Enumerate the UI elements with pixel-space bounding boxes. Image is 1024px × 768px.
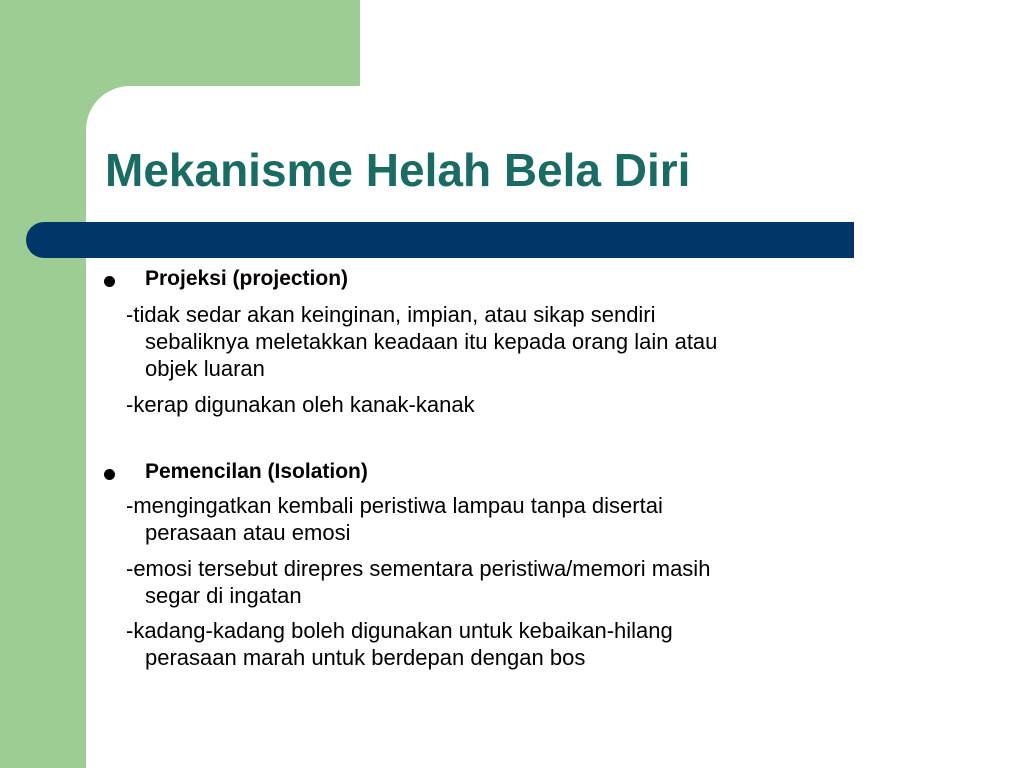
projection-line-2: sebaliknya meletakkan keadaan itu kepada orang lain atau xyxy=(145,329,718,354)
projection-line-1: -tidak sedar akan keinginan, impian, atau sikap sendiri xyxy=(126,302,656,327)
projection-line-3: objek luaran xyxy=(145,356,265,381)
bullet-isolation xyxy=(0,455,1024,489)
bullet-heading-isolation: Pemencilan (Isolation) xyxy=(145,460,368,483)
title-underline-bar xyxy=(26,222,854,258)
bullet-dot-icon xyxy=(104,276,115,287)
isolation-line-5: -kadang-kadang boleh digunakan untuk kebaikan-hilang xyxy=(126,618,673,643)
isolation-line-6: perasaan marah untuk berdepan dengan bos xyxy=(145,645,586,670)
bullet-projection xyxy=(0,262,1024,296)
isolation-line-1: -mengingatkan kembali peristiwa lampau tanpa disertai xyxy=(126,493,663,518)
slide-title: Mekanisme Helah Bela Diri xyxy=(105,144,691,196)
isolation-line-4: segar di ingatan xyxy=(145,583,302,608)
isolation-line-3: -emosi tersebut direpres sementara peristiwa/memori masih xyxy=(126,556,711,581)
bullet-heading-projection: Projeksi (projection) xyxy=(145,267,349,290)
isolation-line-2: perasaan atau emosi xyxy=(145,520,351,545)
bullet-dot-icon xyxy=(104,469,115,480)
projection-line-4: -kerap digunakan oleh kanak-kanak xyxy=(126,392,475,417)
